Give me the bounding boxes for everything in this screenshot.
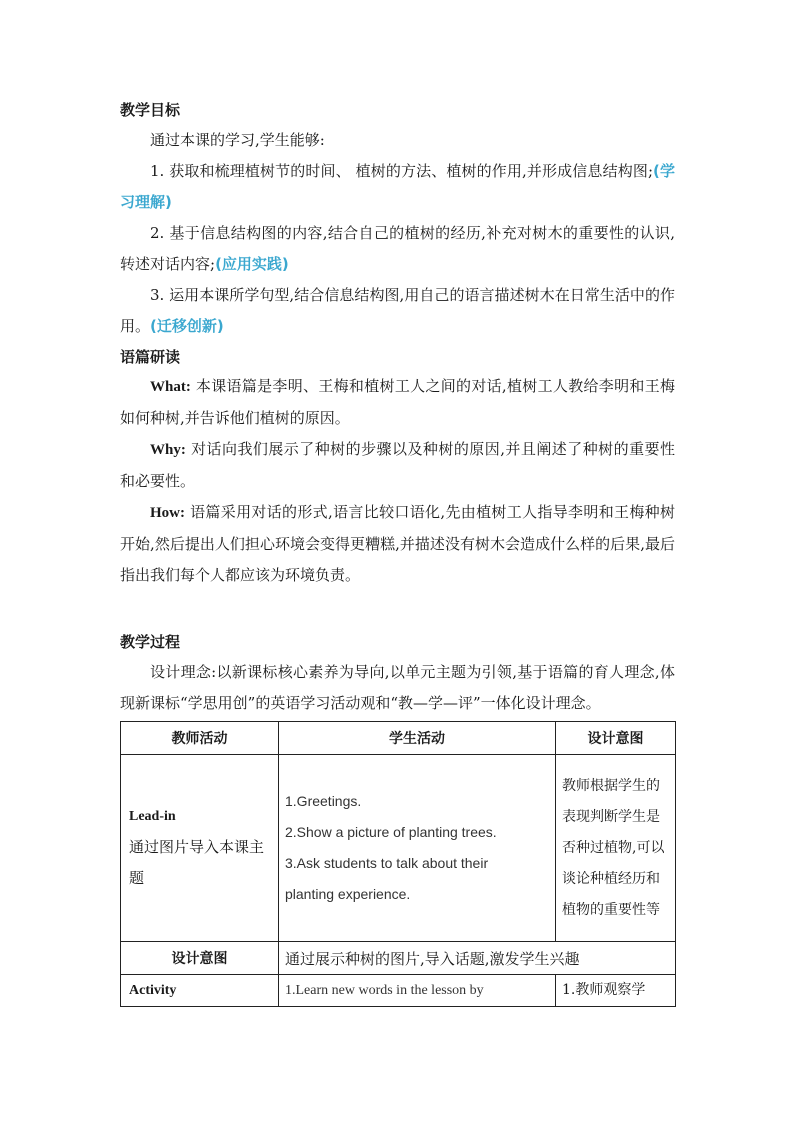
table-header-row xyxy=(121,722,676,755)
activity-step-1: 1.Learn new words in the lesson by xyxy=(279,975,556,1007)
analysis-how xyxy=(120,497,675,591)
leadin-step-4: planting experience. xyxy=(285,886,411,902)
objective-item-1 xyxy=(120,156,675,218)
objective-item-2-tag: (应用实践) xyxy=(215,255,289,273)
objectives-intro: 通过本课的学习,学生能够: xyxy=(150,131,325,149)
design-text-cell: 通过展示种树的图片,导入话题,激发学生兴趣 xyxy=(279,942,676,975)
leadin-step-1: 1.Greetings. xyxy=(285,793,362,809)
leadin-student-cell xyxy=(279,755,556,942)
why-label: Why: xyxy=(150,442,186,458)
table-row-leadin xyxy=(121,755,676,942)
objective-item-2 xyxy=(120,218,675,280)
leadin-intent-cell: 教师根据学生的表现判断学生是否种过植物,可以谈论种植经历和植物的重要性等 xyxy=(556,755,676,942)
analysis-what xyxy=(120,371,675,434)
process-table xyxy=(120,721,676,1007)
design-concept: 设计理念:以新课标核心素养为导向,以单元主题为引领,基于语篇的育人理念,体现新课标“学思用创”的英语学习活动观和“教—学—评”一体化设计理念。 xyxy=(120,663,675,712)
objective-item-2-text: 2. 基于信息结构图的内容,结合自己的植树的经历,补充对树木的重要性的认识,转述对话内容; xyxy=(120,224,675,273)
activity-title: Activity xyxy=(121,975,279,1007)
what-text: 本课语篇是李明、王梅和植树工人之间的对话,植树工人教给李明和王梅如何种树,并告诉他们植树的原因。 xyxy=(120,377,675,427)
objectives-heading: 教学目标 xyxy=(120,101,181,119)
objective-item-3 xyxy=(120,280,675,342)
design-label: 设计意图 xyxy=(171,951,228,967)
analysis-heading: 语篇研读 xyxy=(120,348,181,366)
what-label: What: xyxy=(150,379,191,395)
how-label: How: xyxy=(150,505,185,521)
header-teacher: 教师活动 xyxy=(121,722,279,755)
leadin-step-2: 2.Show a picture of planting trees. xyxy=(285,824,497,840)
leadin-desc: 通过图片导入本课主题 xyxy=(129,838,265,887)
header-student: 学生活动 xyxy=(279,722,556,755)
leadin-teacher-cell xyxy=(121,755,279,942)
design-label-cell xyxy=(121,942,279,975)
process-heading: 教学过程 xyxy=(120,633,181,651)
document-page xyxy=(120,96,675,1007)
activity-intent: 1.教师观察学 xyxy=(556,975,676,1007)
analysis-why xyxy=(120,434,675,497)
section-spacer xyxy=(120,591,675,622)
header-intent: 设计意图 xyxy=(556,722,676,755)
table-row-activity xyxy=(121,975,676,1007)
table-row-design xyxy=(121,942,676,975)
why-text: 对话向我们展示了种树的步骤以及种树的原因,并且阐述了种树的重要性和必要性。 xyxy=(120,440,675,490)
how-text: 语篇采用对话的形式,语言比较口语化,先由植树工人指导李明和王梅种树开始,然后提出人们担心环境会变得更糟糕,并描述没有树木会造成什么样的后果,最后指出我们每个人都应该为环境负责。 xyxy=(120,503,675,584)
objective-item-1-tag: (学习理解) xyxy=(120,162,675,211)
objective-item-1-text: 1. 获取和梳理植树节的时间、 植树的方法、植树的作用,并形成信息结构图; xyxy=(150,162,653,180)
leadin-title: Lead-in xyxy=(129,809,176,824)
leadin-step-3: 3.Ask students to talk about their xyxy=(285,855,489,871)
objective-item-3-tag: (迁移创新) xyxy=(150,317,224,335)
objective-item-3-text: 3. 运用本课所学句型,结合信息结构图,用自己的语言描述树木在日常生活中的作用。 xyxy=(120,286,675,335)
